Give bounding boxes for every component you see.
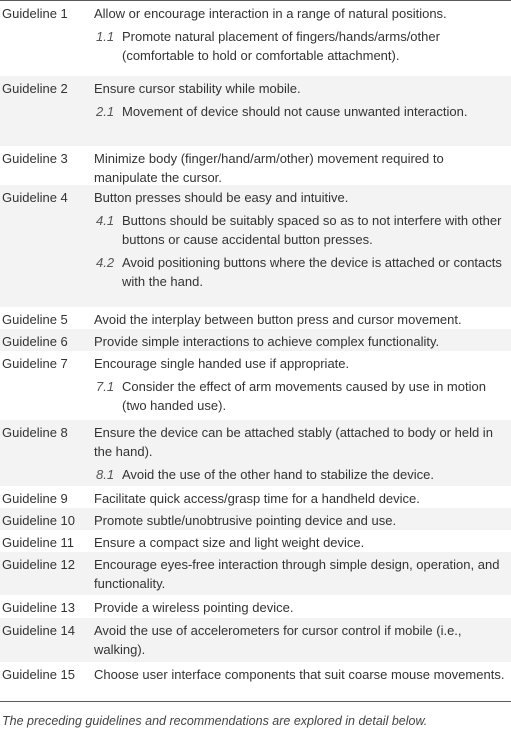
guideline-row [0,420,511,486]
recommendation [94,27,507,65]
recommendation-number: 2.1 [96,104,115,119]
guideline-text: Button presses should be easy and intuitive. [94,190,349,205]
guideline-body [94,555,507,593]
guideline-row [0,351,511,420]
guideline-body [94,354,507,415]
guideline-body [94,188,507,291]
recommendation-text: Avoid the use of the other hand to stabilize the device. [122,467,434,482]
guideline-body [94,665,507,684]
guideline-label: Guideline 14 [2,623,75,638]
guideline-label: Guideline 5 [2,312,68,327]
guideline-row [0,508,511,530]
guideline-row [0,76,511,146]
guideline-text: Avoid the interplay between button press and cursor movement. [94,312,462,327]
guideline-row [0,185,511,307]
guideline-body [94,533,507,552]
guideline-row [0,1,511,76]
guideline-label: Guideline 6 [2,334,68,349]
guideline-text: Ensure the device can be attached stably (attached to body or held in the hand). [94,425,493,459]
guideline-text: Promote subtle/unobtrusive pointing device and use. [94,513,397,528]
recommendation-text: Movement of device should not cause unwanted interaction. [122,104,468,119]
recommendation [94,377,507,415]
guideline-row [0,486,511,508]
guideline-row [0,307,511,329]
recommendation-text: Consider the effect of arm movements caused by use in motion (two handed use). [122,379,486,413]
guideline-body [94,332,507,351]
guideline-text: Encourage eyes-free interaction through simple design, operation, and functionality. [94,557,500,591]
guideline-body [94,4,507,65]
recommendation-text: Promote natural placement of fingers/hands/arms/other (comfortable to hold or comfortable attachment). [122,29,440,63]
guideline-body [94,511,507,530]
guideline-body [94,310,507,329]
guideline-row [0,329,511,351]
guideline-label: Guideline 1 [2,6,68,21]
recommendation [94,102,507,121]
guideline-body [94,489,507,508]
guideline-body [94,598,507,617]
table-footnote: The preceding guidelines and recommendations are explored in detail below. [2,714,428,728]
guideline-label: Guideline 4 [2,190,68,205]
guideline-text: Ensure cursor stability while mobile. [94,81,301,96]
recommendation-number: 7.1 [96,379,115,394]
recommendation-number: 8.1 [96,467,115,482]
guideline-label: Guideline 2 [2,81,68,96]
recommendation [94,465,507,484]
recommendation-number: 1.1 [96,29,115,44]
recommendation-number: 4.2 [96,255,115,270]
guideline-text: Avoid the use of accelerometers for cursor control if mobile (i.e., walking). [94,623,462,657]
guideline-text: Ensure a compact size and light weight device. [94,535,365,550]
guideline-row [0,146,511,185]
guideline-body [94,149,507,187]
recommendation [94,211,507,249]
guideline-text: Choose user interface components that suit coarse mouse movements. [94,667,505,682]
guideline-body [94,79,507,121]
recommendation [94,253,507,291]
guideline-label: Guideline 11 [2,535,75,550]
guideline-label: Guideline 15 [2,667,75,682]
guideline-label: Guideline 10 [2,513,75,528]
recommendation-number: 4.1 [96,213,115,228]
guideline-row [0,552,511,595]
guideline-label: Guideline 8 [2,425,68,440]
guideline-label: Guideline 3 [2,151,68,166]
guideline-label: Guideline 12 [2,557,75,572]
guideline-row [0,618,511,662]
recommendation-text: Buttons should be suitably spaced so as to not interfere with other buttons or cause accidental button presses. [122,213,502,247]
guideline-text: Encourage single handed use if appropriate. [94,356,350,371]
guideline-text: Minimize body (finger/hand/arm/other) movement required to manipulate the cursor. [94,151,444,185]
guideline-text: Facilitate quick access/grasp time for a handheld device. [94,491,420,506]
guideline-text: Provide a wireless pointing device. [94,600,294,615]
guideline-label: Guideline 7 [2,356,68,371]
guideline-label: Guideline 13 [2,600,75,615]
guideline-label: Guideline 9 [2,491,68,506]
guideline-row [0,530,511,552]
guideline-body [94,621,507,659]
guideline-body [94,423,507,484]
guideline-row [0,595,511,618]
guideline-text: Provide simple interactions to achieve complex functionality. [94,334,440,349]
guideline-text: Allow or encourage interaction in a range of natural positions. [94,6,447,21]
bottom-rule [0,701,511,702]
guideline-row [0,662,511,702]
recommendation-text: Avoid positioning buttons where the device is attached or contacts with the hand. [122,255,502,289]
